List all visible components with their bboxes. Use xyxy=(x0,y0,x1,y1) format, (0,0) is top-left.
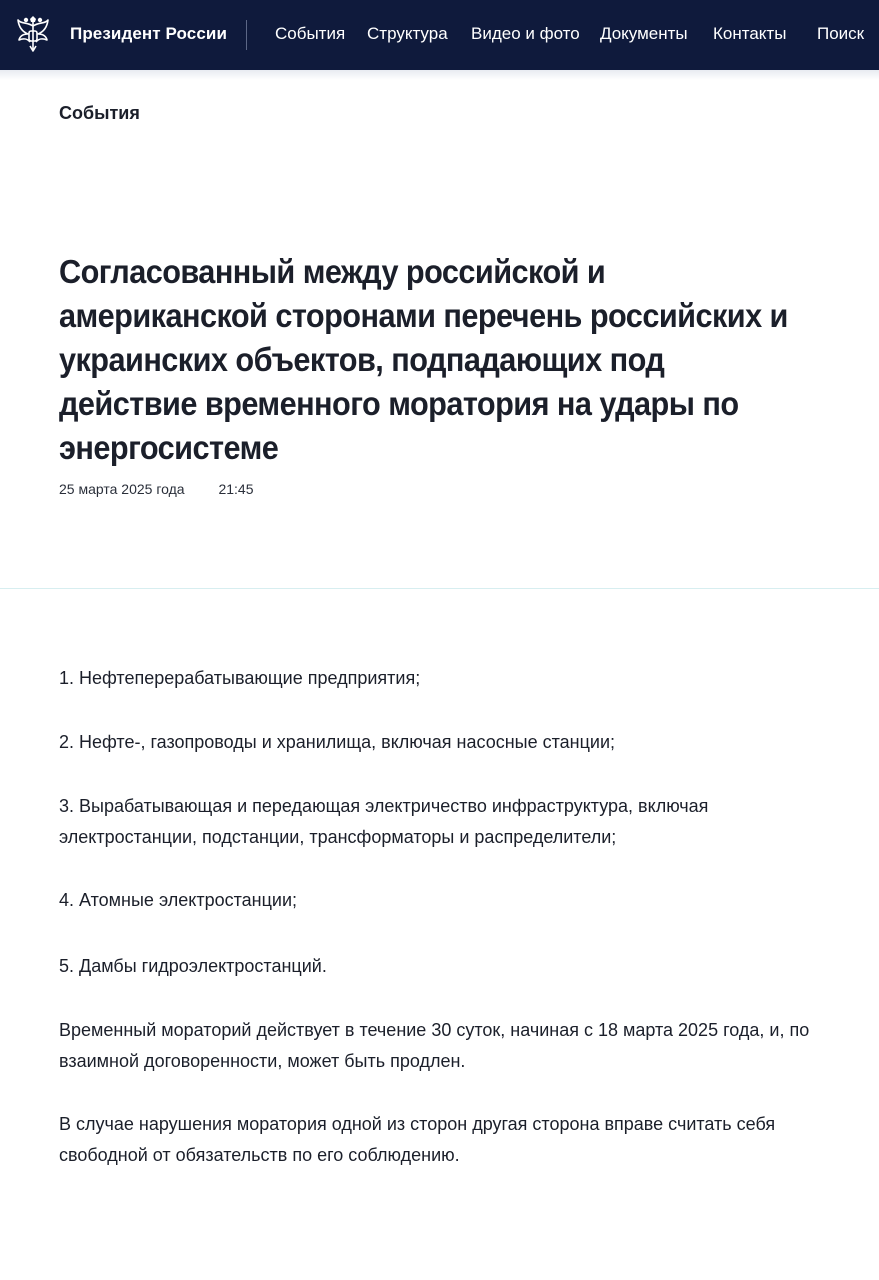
content-divider xyxy=(0,588,879,589)
main-nav xyxy=(0,24,879,46)
list-item: 4. Атомные электростанции; xyxy=(59,890,297,910)
body-paragraph: Временный мораторий действует в течение 30 суток, начиная с 18 марта 2025 года, и, по взаимной договоренности, может быть продлен. xyxy=(59,1020,810,1071)
article-time: 21:45 xyxy=(218,481,254,497)
nav-search[interactable]: Поиск xyxy=(817,24,865,43)
list-item: 2. Нефте-, газопроводы и хранилища, включая насосные станции; xyxy=(59,732,616,752)
article-date: 25 марта 2025 года xyxy=(59,481,185,497)
article-title: Согласованный между российской и американской сторонами перечень российских и украинских объектов, подпадающих под действие временного моратория на удары по энергосистеме xyxy=(59,253,788,466)
body-paragraph: В случае нарушения моратория одной из сторон другая сторона вправе считать себя свободной от обязательств по его соблюдению. xyxy=(59,1114,776,1165)
section-breadcrumb[interactable]: События xyxy=(59,103,140,123)
top-navigation-bar xyxy=(0,0,879,70)
nav-events[interactable]: События xyxy=(275,24,346,43)
list-item: 5. Дамбы гидроэлектростанций. xyxy=(59,956,327,976)
nav-documents[interactable]: Документы xyxy=(600,24,688,43)
header-shadow xyxy=(0,70,879,80)
list-item: 3. Вырабатывающая и передающая электричество инфраструктура, включая электростанции, подстанции, трансформаторы и распределители; xyxy=(59,796,709,847)
nav-structure[interactable]: Структура xyxy=(367,24,448,43)
site-title-link[interactable]: Президент России xyxy=(70,24,228,43)
nav-contacts[interactable]: Контакты xyxy=(713,24,787,43)
article-meta xyxy=(59,481,254,497)
list-item: 1. Нефтеперерабатывающие предприятия; xyxy=(59,668,421,688)
nav-video-photo[interactable]: Видео и фото xyxy=(471,24,580,43)
